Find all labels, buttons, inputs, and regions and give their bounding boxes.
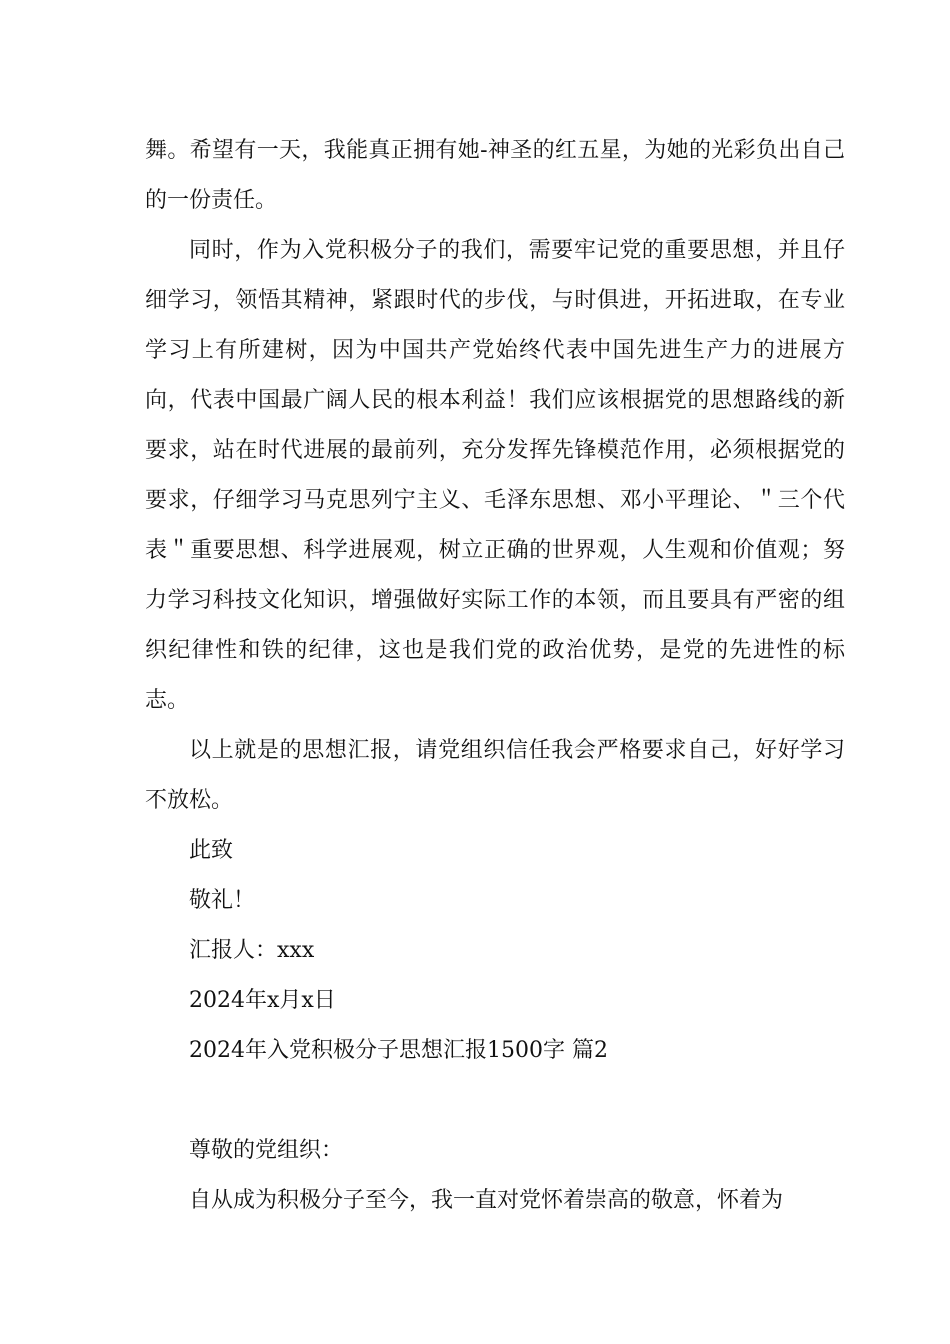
closing-salutation: 此致: [189, 838, 234, 863]
blank-line: [145, 1076, 845, 1126]
paragraph-thought-requirements: 同时，作为入党积极分子的我们，需要牢记党的重要思想，并且仔细学习，领悟其精神，紧跟时代的步伐，与时俱进，开拓进取，在专业学习上有所建树，因为中国共产党始终代表中国先进生产力的进展方向，代表中国最广阔人民的根本利益！我们应该根据党的思想路线的新要求，站在时代进展的最前列，充分发挥先锋模范作用，必须根据党的要求，仔细学习马克思列宁主义、毛泽东思想、邓小平理论、＂三个代表＂重要思想、科学进展观，树立正确的世界观，人生观和价值观；努力学习科技文化知识，增强做好实际工作的本领，而且要具有严密的组织纪律性和铁的纪律，这也是我们党的政治优势，是党的先进性的标志。: [145, 238, 845, 713]
reporter-signature: 汇报人：xxx: [189, 938, 315, 963]
paragraph-conclusion: 以上就是的思想汇报，请党组织信任我会严格要求自己，好好学习不放松。: [145, 738, 845, 813]
paragraph-continued: 舞。希望有一天，我能真正拥有她-神圣的红五星，为她的光彩负出自己的一份责任。: [145, 138, 845, 213]
closing-regards: 敬礼！: [189, 888, 256, 913]
greeting: 尊敬的党组织：: [189, 1138, 344, 1163]
document-body: [145, 126, 845, 1226]
paragraph-opening: 自从成为积极分子至今，我一直对党怀着崇高的敬意，怀着为: [189, 1188, 784, 1213]
section-heading: 2024年入党积极分子思想汇报1500字 篇2: [189, 1038, 608, 1063]
report-date: 2024年x月x日: [189, 988, 336, 1013]
